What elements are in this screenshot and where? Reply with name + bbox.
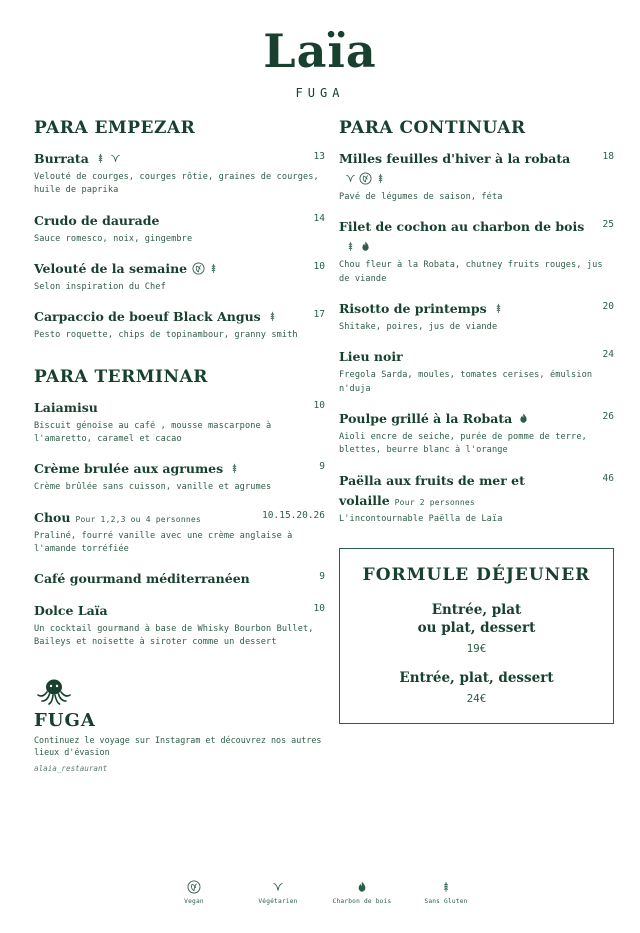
menu-item-head [339,408,614,428]
legend-label: Charbon de bois [332,898,392,905]
menu-item [339,470,614,526]
menu-item-name: Poulpe grillé à la Robata [339,410,513,426]
sans-gluten-icon [492,302,503,315]
section-title-para-terminar: PARA TERMINAR [34,366,208,387]
menu-item-head [34,148,325,168]
menu-item-price: 18 [602,151,614,162]
menu-item-tags [344,240,370,253]
menu-item-tags [266,310,277,323]
sans-gluten-icon [374,172,385,185]
menu-item [339,408,614,458]
menu-item-head [34,568,325,588]
section-list-para-terminar [34,397,325,650]
menu-item-head [34,600,325,620]
menu-item-price: 10 [313,260,325,272]
section-list-para-continuar [339,148,614,526]
menu-item-name-wrap [339,298,597,318]
legend [0,879,640,905]
menu-item-name: Risotto de printemps [339,300,487,316]
menu-item-tags [517,412,528,425]
menu-item-head [34,306,325,326]
menu-item [339,216,614,286]
sans-gluten-icon [344,240,355,253]
menu-item-price: 14 [313,212,325,224]
menu-item [34,397,325,447]
menu-item-head [339,346,614,366]
menu-item-description: Pesto roquette, chips de topinambour, granny smith [34,330,298,341]
menu-item-name: Velouté de la semaine [34,260,188,276]
legend-item [415,879,477,905]
menu-item-tags [94,152,120,165]
menu-item-description: Praliné, fourré vanille avec une crème anglaise à l'amande torréfiée [34,530,293,554]
legend-item [163,879,225,905]
menu-item-name: Laiamisu [34,399,98,415]
menu-item-description: Fregola Sarda, moules, tomates cerises, émulsion n'duja [339,370,593,394]
social-handle[interactable]: alaia_restaurant [34,763,108,773]
vegan-icon [359,172,370,185]
octopus-icon [34,676,325,710]
menu-item [339,346,614,396]
sans-gluten-icon [94,152,105,165]
menu-item-head [339,216,614,256]
menu-item-description: Crème brûlée sans cuisson, vanille et agrumes [34,482,272,493]
menu-item-tags [492,302,503,315]
legend-item [331,879,393,905]
menu-item-description: Sauce romesco, noix, gingembre [34,233,193,244]
menu-item-price: 10 [313,603,325,615]
restaurant-subtitle: FUGA [295,86,345,100]
menu-item-price: 26 [602,410,614,422]
menu-item-price: 20 [602,300,614,312]
menu-item-name: Café gourmand méditerranéen [34,571,250,587]
menu-item [34,258,325,294]
menu-item-description: L'incontournable Paëlla de Laïa [339,513,503,524]
charbon-de-bois-icon [331,879,393,895]
menu-item-head [339,470,614,510]
sans-gluten-icon [228,462,239,475]
menu-item-price: 13 [313,151,325,162]
formule-option-price: 24€ [466,692,487,706]
menu-item-name: Carpaccio de boeuf Black Angus [34,309,261,325]
menu-columns [0,118,640,773]
menu-item [34,568,325,588]
menu-item-description: Biscuit génoise au café , mousse mascarpone à l'amaretto, caramel et cacao [34,420,272,444]
menu-item-head [34,458,325,478]
menu-item-name-wrap [34,397,308,417]
menu-item-name-wrap [339,470,597,510]
menu-item-description: Shitake, poires, jus de viande [339,321,498,332]
menu-item-name-wrap [339,408,597,428]
menu-item [34,458,325,494]
vegetarien-icon [109,152,120,165]
menu-item-head [34,507,325,527]
menu-item-name: Crudo de daurade [34,212,160,228]
menu-item [34,507,325,557]
charbon-de-bois-icon [359,240,370,253]
left-column [34,118,339,773]
menu-item-name-wrap [34,507,256,527]
menu-item-price: 17 [313,309,325,321]
formule-option-price: 19€ [466,642,487,656]
menu-item-name: Milles feuilles d'hiver à la robata [339,151,571,166]
menu-item-price: 9 [319,571,325,583]
legend-item [247,879,309,905]
menu-item-name: Burrata [34,151,89,166]
menu-item-tags [344,172,385,185]
menu-item-description: Chou fleur à la Robata, chutney fruits rouges, jus de viande [339,260,603,284]
menu-item-name-wrap [34,306,308,326]
menu-item-name-wrap [34,568,313,588]
section-title-para-empezar: PARA EMPEZAR [34,118,196,138]
menu-item-price: 24 [602,349,614,361]
sans-gluten-icon [415,879,477,895]
menu-item-name-wrap [34,258,308,278]
menu-item-description: Aioli encre de seiche, purée de pomme de terre, blettes, beurre blanc à l'orange [339,431,587,456]
menu-item-note: Pour 1,2,3 ou 4 personnes [75,514,201,524]
legend-label: Vegan [184,898,204,905]
vegan-icon [163,879,225,895]
menu-item-name-wrap [339,346,597,366]
sans-gluten-icon [207,262,218,275]
menu-item [339,298,614,334]
sans-gluten-icon [266,310,277,323]
menu-item-name: Chou [34,509,71,525]
formule-options [350,601,603,706]
formule-title: FORMULE DÉJEUNER [362,564,591,585]
restaurant-name: Laïa [263,24,377,78]
social-name: FUGA [34,709,96,731]
menu-item-head [339,298,614,318]
menu-item-head [34,258,325,278]
menu-item-name-wrap [34,210,308,230]
social-block [34,676,325,773]
formule-option-label: Entrée, plat ou plat, dessert [417,601,536,637]
menu-item-name: Dolce Laïa [34,603,108,619]
menu-item [34,306,325,342]
menu-item-price: 10 [313,399,325,411]
menu-item-description: Un cocktail gourmand à base de Whisky Bourbon Bullet, Baileys et noisette à siroter comme un dessert [34,624,314,648]
right-column [339,118,614,773]
menu-item-name: Lieu noir [339,349,403,365]
menu-item-name-wrap [34,600,308,620]
menu-item-price: 9 [319,461,325,473]
formule-option-label: Entrée, plat, dessert [399,670,554,687]
vegetarien-icon [344,172,355,185]
menu-item [34,210,325,246]
menu-item-tags [192,262,218,275]
menu-item-name-wrap [34,458,313,478]
menu-item-head [34,397,325,417]
menu-item-note: Pour 2 personnes [394,497,475,507]
section-title-para-continuar: PARA CONTINUAR [339,118,526,138]
menu-item-name: Paëlla aux fruits de mer et volaille [339,472,525,508]
menu-item-description: Selon inspiration du Chef [34,281,166,292]
menu-item-name-wrap [339,216,597,256]
menu-item [339,148,614,204]
menu-item-price: 25 [602,219,614,231]
legend-label: Sans Gluten [424,898,468,905]
menu-item-price: 46 [602,472,614,484]
vegetarien-icon [247,879,309,895]
menu-item-description: Pavé de légumes de saison, féta [339,192,503,202]
menu-item-description: Velouté de courges, courges rôtie, graines de courges, huile de paprika [34,172,319,196]
charbon-de-bois-icon [517,412,528,425]
section-list-para-empezar [34,148,325,343]
menu-item [34,148,325,198]
menu-item-name: Crème brulée aux agrumes [34,461,224,477]
menu-item-price: 10.15.20.26 [262,509,325,521]
menu-item-head [34,210,325,230]
formule-dejeuner-box [339,548,614,725]
menu-item-head [339,148,614,188]
menu-item-name-wrap [339,148,597,188]
menu-page [0,24,640,933]
vegan-icon [192,262,203,275]
social-text: Continuez le voyage sur Instagram et découvrez nos autres lieux d'évasion [34,734,322,758]
menu-item-name: Filet de cochon au charbon de bois [339,219,585,235]
menu-item-name-wrap [34,148,308,168]
legend-label: Végétarien [258,898,298,905]
menu-item [34,600,325,650]
menu-item-tags [228,462,239,475]
